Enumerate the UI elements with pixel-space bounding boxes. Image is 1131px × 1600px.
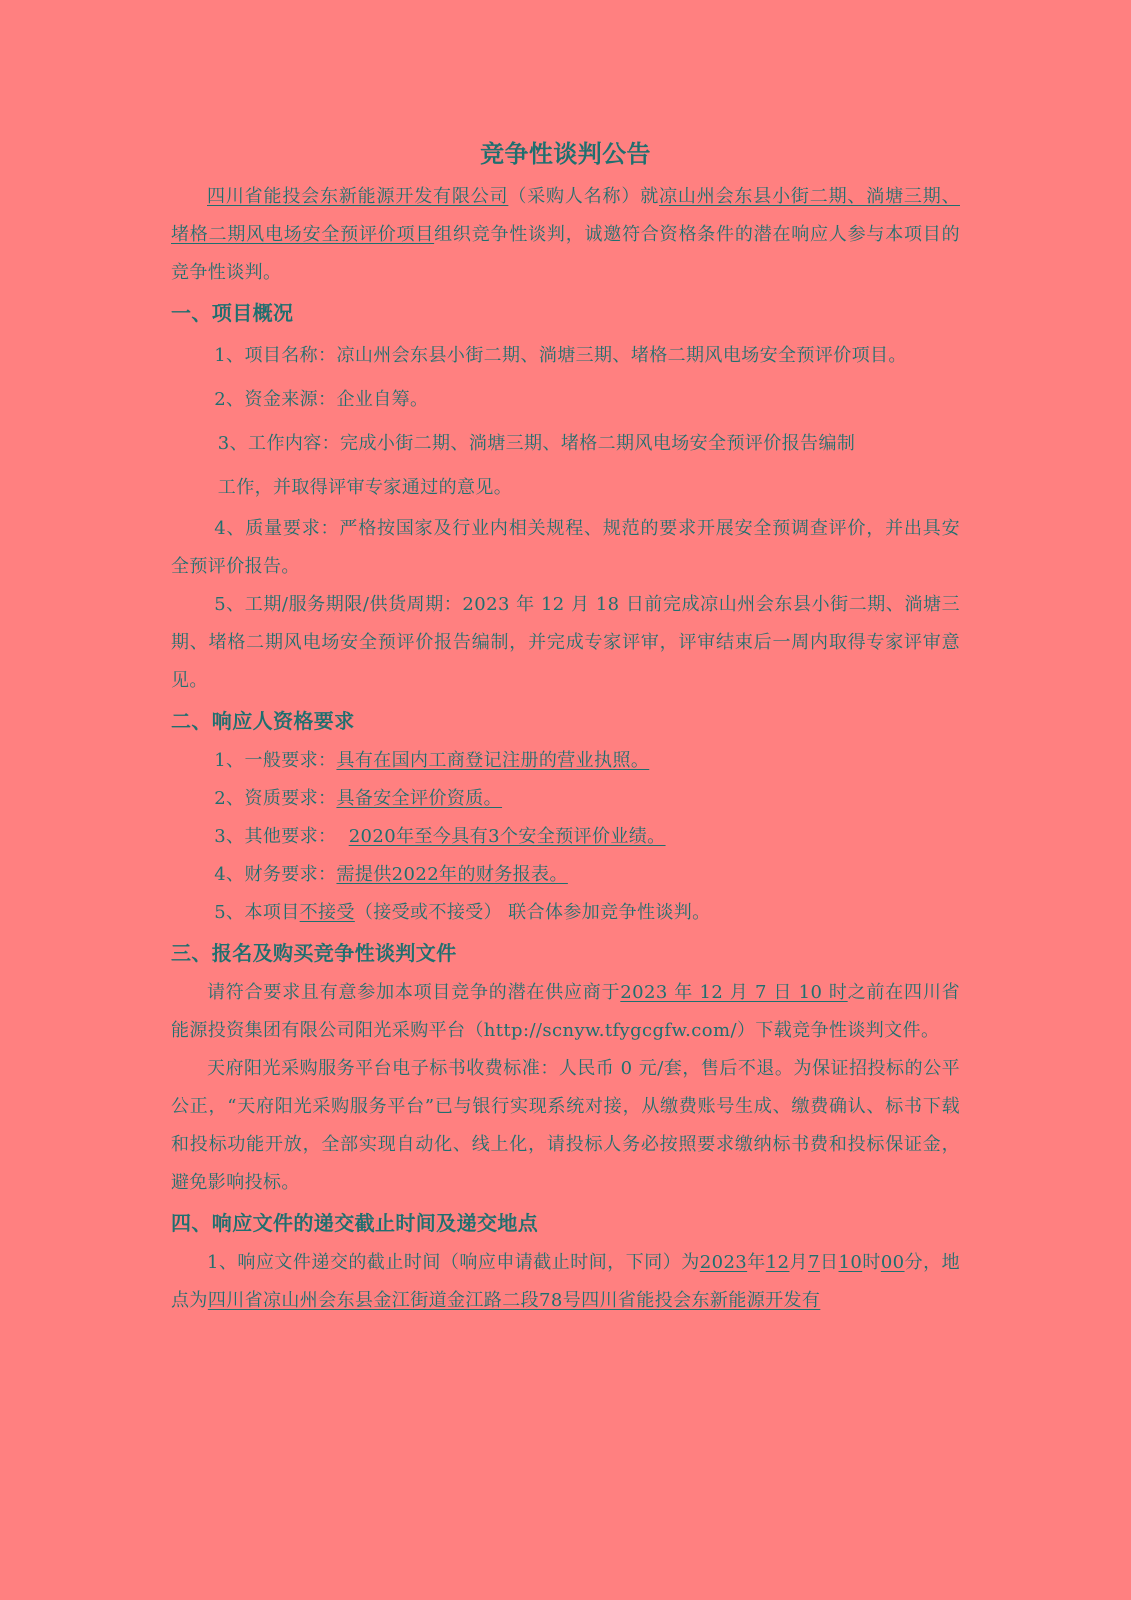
purchaser-name: 四川省能投会东新能源开发有限公司 [207,186,509,207]
registration-paragraph: 请符合要求且有意参加本项目竞争的潜在供应商于2023 年 12 月 7 日 10 时之前在四川省能源投资集团有限公司阳光采购平台（http://scnyw.tfygcgfw.com/）下载竞争性谈判文件。 [171,982,960,1041]
qualification-other: 3、其他要求： 2020年至今具有3个安全预评价业绩。 [214,826,666,847]
intro-paragraph: 四川省能投会东新能源开发有限公司（采购人名称）就凉山州会东县小街二期、淌塘三期、堵格二期风电场安全预评价项目组织竞争性谈判，诚邀符合资格条件的潜在响应人参与本项目的竞争性谈判。 [171,186,960,283]
section-heading-submission: 四、响应文件的递交截止时间及递交地点 [171,1211,539,1235]
qualification-finance: 4、财务要求：需提供2022年的财务报表。 [214,864,568,885]
overview-item-name: 1、项目名称：凉山州会东县小街二期、淌塘三期、堵格二期风电场安全预评价项目。 [214,345,907,366]
section-heading-registration: 三、报名及购买竞争性谈判文件 [171,941,457,965]
overview-item-schedule: 5、工期/服务期限/供货周期：2023 年 12 月 18 日前完成凉山州会东县小街二期、淌塘三期、堵格二期风电场安全预评价报告编制，并完成专家评审，评审结束后一周内取得专家评审意见。 [171,594,960,691]
section-heading-overview: 一、项目概况 [171,301,294,325]
section-heading-qualification: 二、响应人资格要求 [171,709,355,733]
overview-item-quality: 4、质量要求：严格按国家及行业内相关规程、规范的要求开展安全预调查评价，并出具安全预评价报告。 [171,518,960,577]
fee-paragraph: 天府阳光采购服务平台电子标书收费标准：人民币 0 元/套，售后不退。为保证招投标的公平公正，“天府阳光采购服务平台”已与银行实现系统对接，从缴费账号生成、缴费确认、标书下载和投标功能开放，全部实现自动化、线上化，请投标人务必按照要求缴纳标书费和投标保证金，避免影响投标。 [171,1058,960,1193]
submission-paragraph: 1、响应文件递交的截止时间（响应申请截止时间，下同）为2023年12月7日10时00分，地点为四川省凉山州会东县金江街道金江路二段78号四川省能投会东新能源开发有 [171,1252,961,1311]
qualification-certificate: 2、资质要求：具备安全评价资质。 [214,788,503,809]
submission-place: 四川省凉山州会东县金江街道金江路二段78号四川省能投会东新能源开发有 [207,1290,821,1311]
qualification-general: 1、一般要求：具有在国内工商登记注册的营业执照。 [214,750,650,771]
document-body [171,128,960,1320]
qualification-consortium: 5、本项目不接受（接受或不接受） 联合体参加竞争性谈判。 [214,902,711,923]
project-name: 凉山州会东县小街二期、淌塘三期、堵格二期风电场安全预评价项目 [171,186,960,245]
overview-item-scope: 3、工作内容：完成小街二期、淌塘三期、堵格二期风电场安全预评价报告编制 工作，并取得评审专家通过的意见。 [217,433,856,498]
overview-item-funding: 2、资金来源：企业自筹。 [214,389,429,410]
page-title: 竞争性谈判公告 [480,140,651,168]
registration-deadline: 2023 年 12 月 7 日 10 时 [620,982,848,1003]
